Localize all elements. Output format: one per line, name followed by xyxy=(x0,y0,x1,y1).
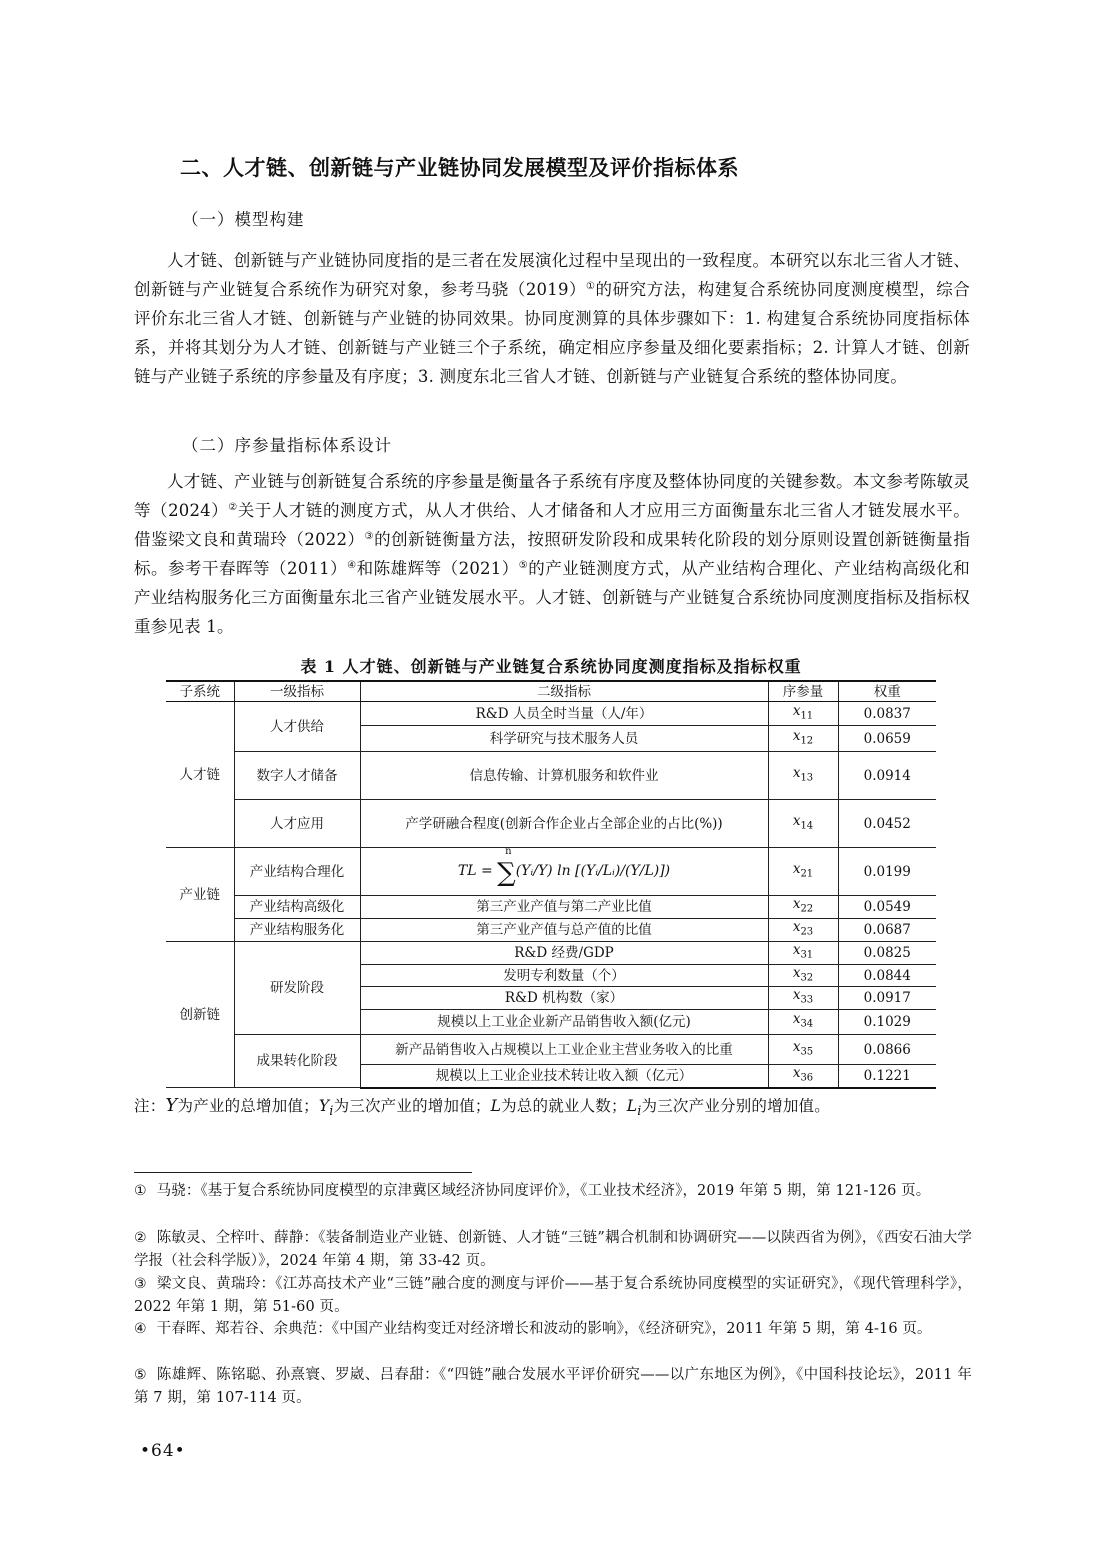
section-title: 二、人才链、创新链与产业链协同发展模型及评价指标体系 xyxy=(180,156,739,180)
para2-text-d: 和陈雄辉等（2021） xyxy=(356,559,519,578)
paragraph-model xyxy=(134,246,970,391)
para1-text-a: 人才链、创新链与产业链协同度指的是三者在发展演化过程中呈现出的一致程度。本研究以东北三省人才链、创新链与产业链复合系统作为研究对象，参考马骁（2019） xyxy=(134,251,970,299)
indicator-table xyxy=(166,680,936,1089)
footnote-4: ④ 干春晖、郑若谷、余典范：《中国产业结构变迁对经济增长和波动的影响》，《经济研究》，2011 年第 5 期，第 4-16 页。 xyxy=(134,1321,932,1337)
indicator-cell: 发明专利数量（个） xyxy=(360,964,768,987)
para2-text-c: 的创新链衡量方法，按照研发阶段和成果转化阶段的划分原则设置创新链衡量指标。参考干春晖等（2011） xyxy=(134,530,971,578)
indicator-cell: 第三产业产值与总产值的比值 xyxy=(360,919,768,942)
table-row xyxy=(166,942,936,965)
footnote-divider xyxy=(134,1172,472,1173)
level1-rnd-stage: 研发阶段 xyxy=(234,942,360,1035)
subsystem-innovation: 创新链 xyxy=(166,942,234,1088)
order-param-cell: $x_{23}$ xyxy=(768,919,838,942)
weight-cell: 0.0659 xyxy=(838,726,936,752)
table-row xyxy=(166,1035,936,1065)
level1-digital-reserve: 数字人才储备 xyxy=(234,752,360,800)
order-param-cell: $x_{22}$ xyxy=(768,896,838,919)
weight-cell: 0.0837 xyxy=(838,702,936,726)
order-param-cell: $x_{12}$ xyxy=(768,726,838,752)
indicator-cell: 科学研究与技术服务人员 xyxy=(360,726,768,752)
header-weight: 权重 xyxy=(838,681,936,702)
table-row xyxy=(166,919,936,942)
para2-text-a: 人才链、产业链与创新链复合系统的序参量是衡量各子系统有序度及整体协同度的关键参数。本文参考陈敏灵等（2024） xyxy=(134,472,970,520)
weight-cell: 0.0844 xyxy=(838,964,936,987)
para1-text-b: 的研究方法，构建复合系统协同度测度模型，综合评价东北三省人才链、创新链与产业链的协同效果。协同度测算的具体步骤如下：1. 构建复合系统协同度指标体系，并将其划分为人才链、创新链与产业链三个子系统，确定相应序参量及细化要素指标；2. 计算人才链、创新链与产业链子系统的序参量及有序度；3. 测度东北三省人才链、创新链与产业链复合系统的整体协同度。 xyxy=(134,280,971,386)
table-caption: 表 1 人才链、创新链与产业链复合系统协同度测度指标及指标权重 xyxy=(300,657,802,676)
header-level1: 一级指标 xyxy=(234,681,360,702)
weight-cell: 0.0917 xyxy=(838,987,936,1010)
order-param-cell: $x_{11}$ xyxy=(768,702,838,726)
indicator-cell: R&D 经费/GDP xyxy=(360,942,768,965)
indicator-cell: 第三产业产值与第二产业比值 xyxy=(360,896,768,919)
level1-advancement: 产业结构高级化 xyxy=(234,896,360,919)
indicator-cell: 规模以上工业企业技术转让收入额（亿元） xyxy=(360,1065,768,1088)
weight-cell: 0.0687 xyxy=(838,919,936,942)
header-subsystem: 子系统 xyxy=(166,681,234,702)
footnote-5: ⑤ 陈雄辉、陈铭聪、孙熹寰、罗崴、吕春甜：《“四链”融合发展水平评价研究——以广东地区为例》，《中国科技论坛》，2011 年第 7 期，第 107-114 页。 xyxy=(134,1367,972,1406)
subsection-title-indicators: （二）序参量指标体系设计 xyxy=(182,436,392,455)
table-row xyxy=(166,896,936,919)
footnote-ref-2[interactable]: ② xyxy=(228,502,238,513)
subsystem-industry: 产业链 xyxy=(166,848,234,942)
paragraph-indicators xyxy=(134,467,970,641)
para2-text-e: 的产业链测度方式，从产业结构合理化、产业结构高级化和产业结构服务化三方面衡量东北三省产业链发展水平。人才链、创新链与产业链复合系统协同度测度指标及指标权重参见表 1。 xyxy=(134,559,970,636)
level1-rationalization: 产业结构合理化 xyxy=(234,848,360,896)
order-param-cell: $x_{32}$ xyxy=(768,964,838,987)
order-param-cell: $x_{21}$ xyxy=(768,848,838,896)
footnote-ref-4[interactable]: ④ xyxy=(347,560,357,571)
order-param-cell: $x_{13}$ xyxy=(768,752,838,800)
weight-cell: 0.1221 xyxy=(838,1065,936,1088)
level1-transfer-stage: 成果转化阶段 xyxy=(234,1035,360,1088)
footnote-3: ③ 梁文良、黄瑞玲：《江苏高技术产业“三链”融合度的测度与评价——基于复合系统协同度模型的实证研究》，《现代管理科学》，2022 年第 1 期，第 51-60 页。 xyxy=(134,1276,972,1315)
order-param-cell: $x_{34}$ xyxy=(768,1010,838,1035)
footnote-ref-5[interactable]: ⑤ xyxy=(518,560,529,571)
indicator-cell: 新产品销售收入占规模以上工业企业主营业务收入的比重 xyxy=(360,1035,768,1065)
tl-formula: TL = ∑ n (Yᵢ/Y) ln [(Yᵢ/Lᵢ)/(Y/L)]) xyxy=(457,845,671,888)
weight-cell: 0.0825 xyxy=(838,942,936,965)
table-row xyxy=(166,702,936,726)
weight-cell: 0.0549 xyxy=(838,896,936,919)
header-level2: 二级指标 xyxy=(360,681,768,702)
table-row xyxy=(166,848,936,896)
order-param-cell: $x_{36}$ xyxy=(768,1065,838,1088)
subsystem-talent: 人才链 xyxy=(166,702,234,848)
indicator-cell: R&D 机构数（家） xyxy=(360,987,768,1010)
page-number: •64• xyxy=(140,1441,186,1461)
level1-talent-application: 人才应用 xyxy=(234,800,360,848)
table-header-row xyxy=(166,681,936,702)
header-order-param: 序参量 xyxy=(768,681,838,702)
indicator-cell: 信息传输、计算机服务和软件业 xyxy=(360,752,768,800)
weight-cell: 0.0866 xyxy=(838,1035,936,1065)
weight-cell: 0.0199 xyxy=(838,848,936,896)
table-row xyxy=(166,752,936,800)
order-param-cell: $x_{33}$ xyxy=(768,987,838,1010)
indicator-cell: 产学研融合程度(创新合作企业占全部企业的占比(%)) xyxy=(360,800,768,848)
para2-text-b: 关于人才链的测度方式，从人才供给、人才储备和人才应用三方面衡量东北三省人才链发展水平。借鉴梁文良和黄瑞玲（2022） xyxy=(134,501,970,549)
order-param-cell: $x_{31}$ xyxy=(768,942,838,965)
table-row xyxy=(166,800,936,848)
order-param-cell: $x_{14}$ xyxy=(768,800,838,848)
level1-servitization: 产业结构服务化 xyxy=(234,919,360,942)
indicator-formula-cell xyxy=(360,845,768,896)
weight-cell: 0.0452 xyxy=(838,800,936,848)
footnote-ref-3[interactable]: ③ xyxy=(364,531,375,542)
table-note: 注：Y为产业的总增加值；$Y_i$为三次产业的增加值；L为总的就业人数；$L_i$为三次产业分别的增加值。 xyxy=(134,1095,830,1120)
weight-cell: 0.0914 xyxy=(838,752,936,800)
indicator-cell: R&D 人员全时当量（人/年） xyxy=(360,702,768,726)
subsection-title-model: （一）模型构建 xyxy=(182,210,305,229)
footnote-1: ① 马骁：《基于复合系统协同度模型的京津冀区域经济协同度评价》，《工业技术经济》，2019 年第 5 期，第 121-126 页。 xyxy=(134,1183,931,1199)
weight-cell: 0.1029 xyxy=(838,1010,936,1035)
level1-talent-supply: 人才供给 xyxy=(234,702,360,752)
footnote-2: ② 陈敏灵、仝梓叶、薛静：《装备制造业产业链、创新链、人才链“三链”耦合机制和协调研究——以陕西省为例》，《西安石油大学学报（社会科学版）》，2024 年第 4 期，第 33-42 页。 xyxy=(134,1230,972,1269)
indicator-cell: 规模以上工业企业新产品销售收入额(亿元) xyxy=(360,1010,768,1035)
order-param-cell: $x_{35}$ xyxy=(768,1035,838,1065)
footnote-ref-1[interactable]: ① xyxy=(586,281,596,292)
